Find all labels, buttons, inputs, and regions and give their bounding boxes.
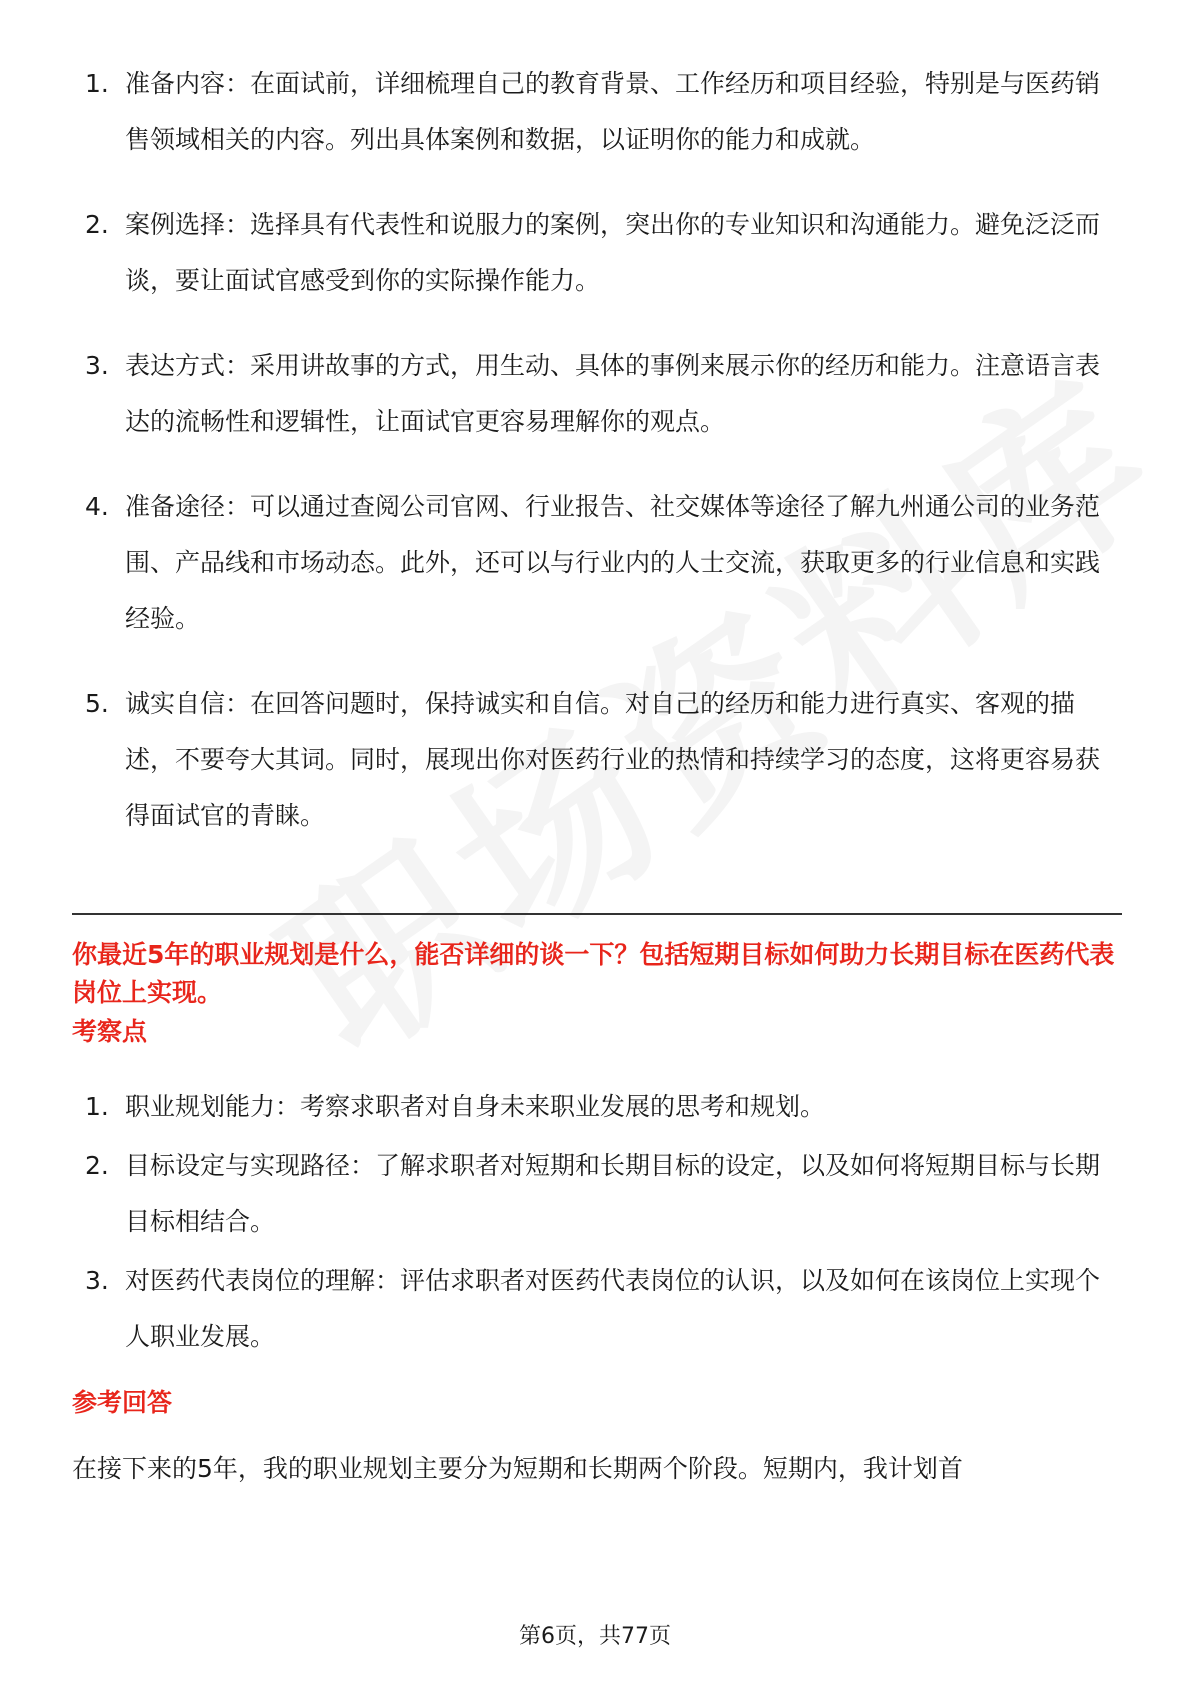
list-number: 4. [85, 492, 109, 521]
section-title-assessment: 考察点 [72, 1017, 148, 1046]
list-text: 目标设定与实现路径：了解求职者对短期和长期目标的设定，以及如何将短期目标与长期目标相结合。 [125, 1151, 1101, 1236]
assessment-list [0, 1079, 1190, 1368]
list-item [0, 479, 1110, 647]
list-item [0, 1079, 1110, 1135]
section-divider [72, 913, 1122, 915]
list-text: 职业规划能力：考察求职者对自身未来职业发展的思考和规划。 [125, 1092, 826, 1121]
reference-answer-text: 在接下来的5年，我的职业规划主要分为短期和长期两个阶段。短期内，我计划首 [72, 1454, 963, 1483]
list-number: 2. [85, 1151, 109, 1180]
list-text: 案例选择：选择具有代表性和说服力的案例，突出你的专业知识和沟通能力。避免泛泛而谈，要让面试官感受到你的实际操作能力。 [125, 210, 1101, 295]
interview-question: 你最近5年的职业规划是什么，能否详细的谈一下？包括短期目标如何助力长期目标在医药代表岗位上实现。 [72, 940, 1115, 1007]
list-item [0, 56, 1110, 168]
list-item [0, 338, 1110, 450]
page-footer: 第6页，共77页 [519, 1624, 671, 1649]
list-number: 2. [85, 210, 109, 239]
list-number: 3. [85, 351, 109, 380]
list-text: 准备内容：在面试前，详细梳理自己的教育背景、工作经历和项目经验，特别是与医药销售领域相关的内容。列出具体案例和数据，以证明你的能力和成就。 [125, 69, 1101, 154]
list-number: 5. [85, 689, 109, 718]
list-item [0, 676, 1110, 844]
list-item [0, 1138, 1110, 1250]
tips-list [0, 56, 1190, 873]
list-number: 3. [85, 1266, 109, 1295]
list-text: 诚实自信：在回答问题时，保持诚实和自信。对自己的经历和能力进行真实、客观的描述，不要夸大其词。同时，展现出你对医药行业的热情和持续学习的态度，这将更容易获得面试官的青睐。 [125, 689, 1101, 830]
list-number: 1. [85, 1092, 109, 1121]
list-item [0, 1253, 1110, 1365]
list-item [0, 197, 1110, 309]
section-title-reference-answer: 参考回答 [72, 1388, 173, 1417]
list-text: 对医药代表岗位的理解：评估求职者对医药代表岗位的认识，以及如何在该岗位上实现个人职业发展。 [125, 1266, 1101, 1351]
list-text: 表达方式：采用讲故事的方式，用生动、具体的事例来展示你的经历和能力。注意语言表达的流畅性和逻辑性，让面试官更容易理解你的观点。 [125, 351, 1101, 436]
list-number: 1. [85, 69, 109, 98]
list-text: 准备途径：可以通过查阅公司官网、行业报告、社交媒体等途径了解九州通公司的业务范围、产品线和市场动态。此外，还可以与行业内的人士交流，获取更多的行业信息和实践经验。 [125, 492, 1101, 633]
